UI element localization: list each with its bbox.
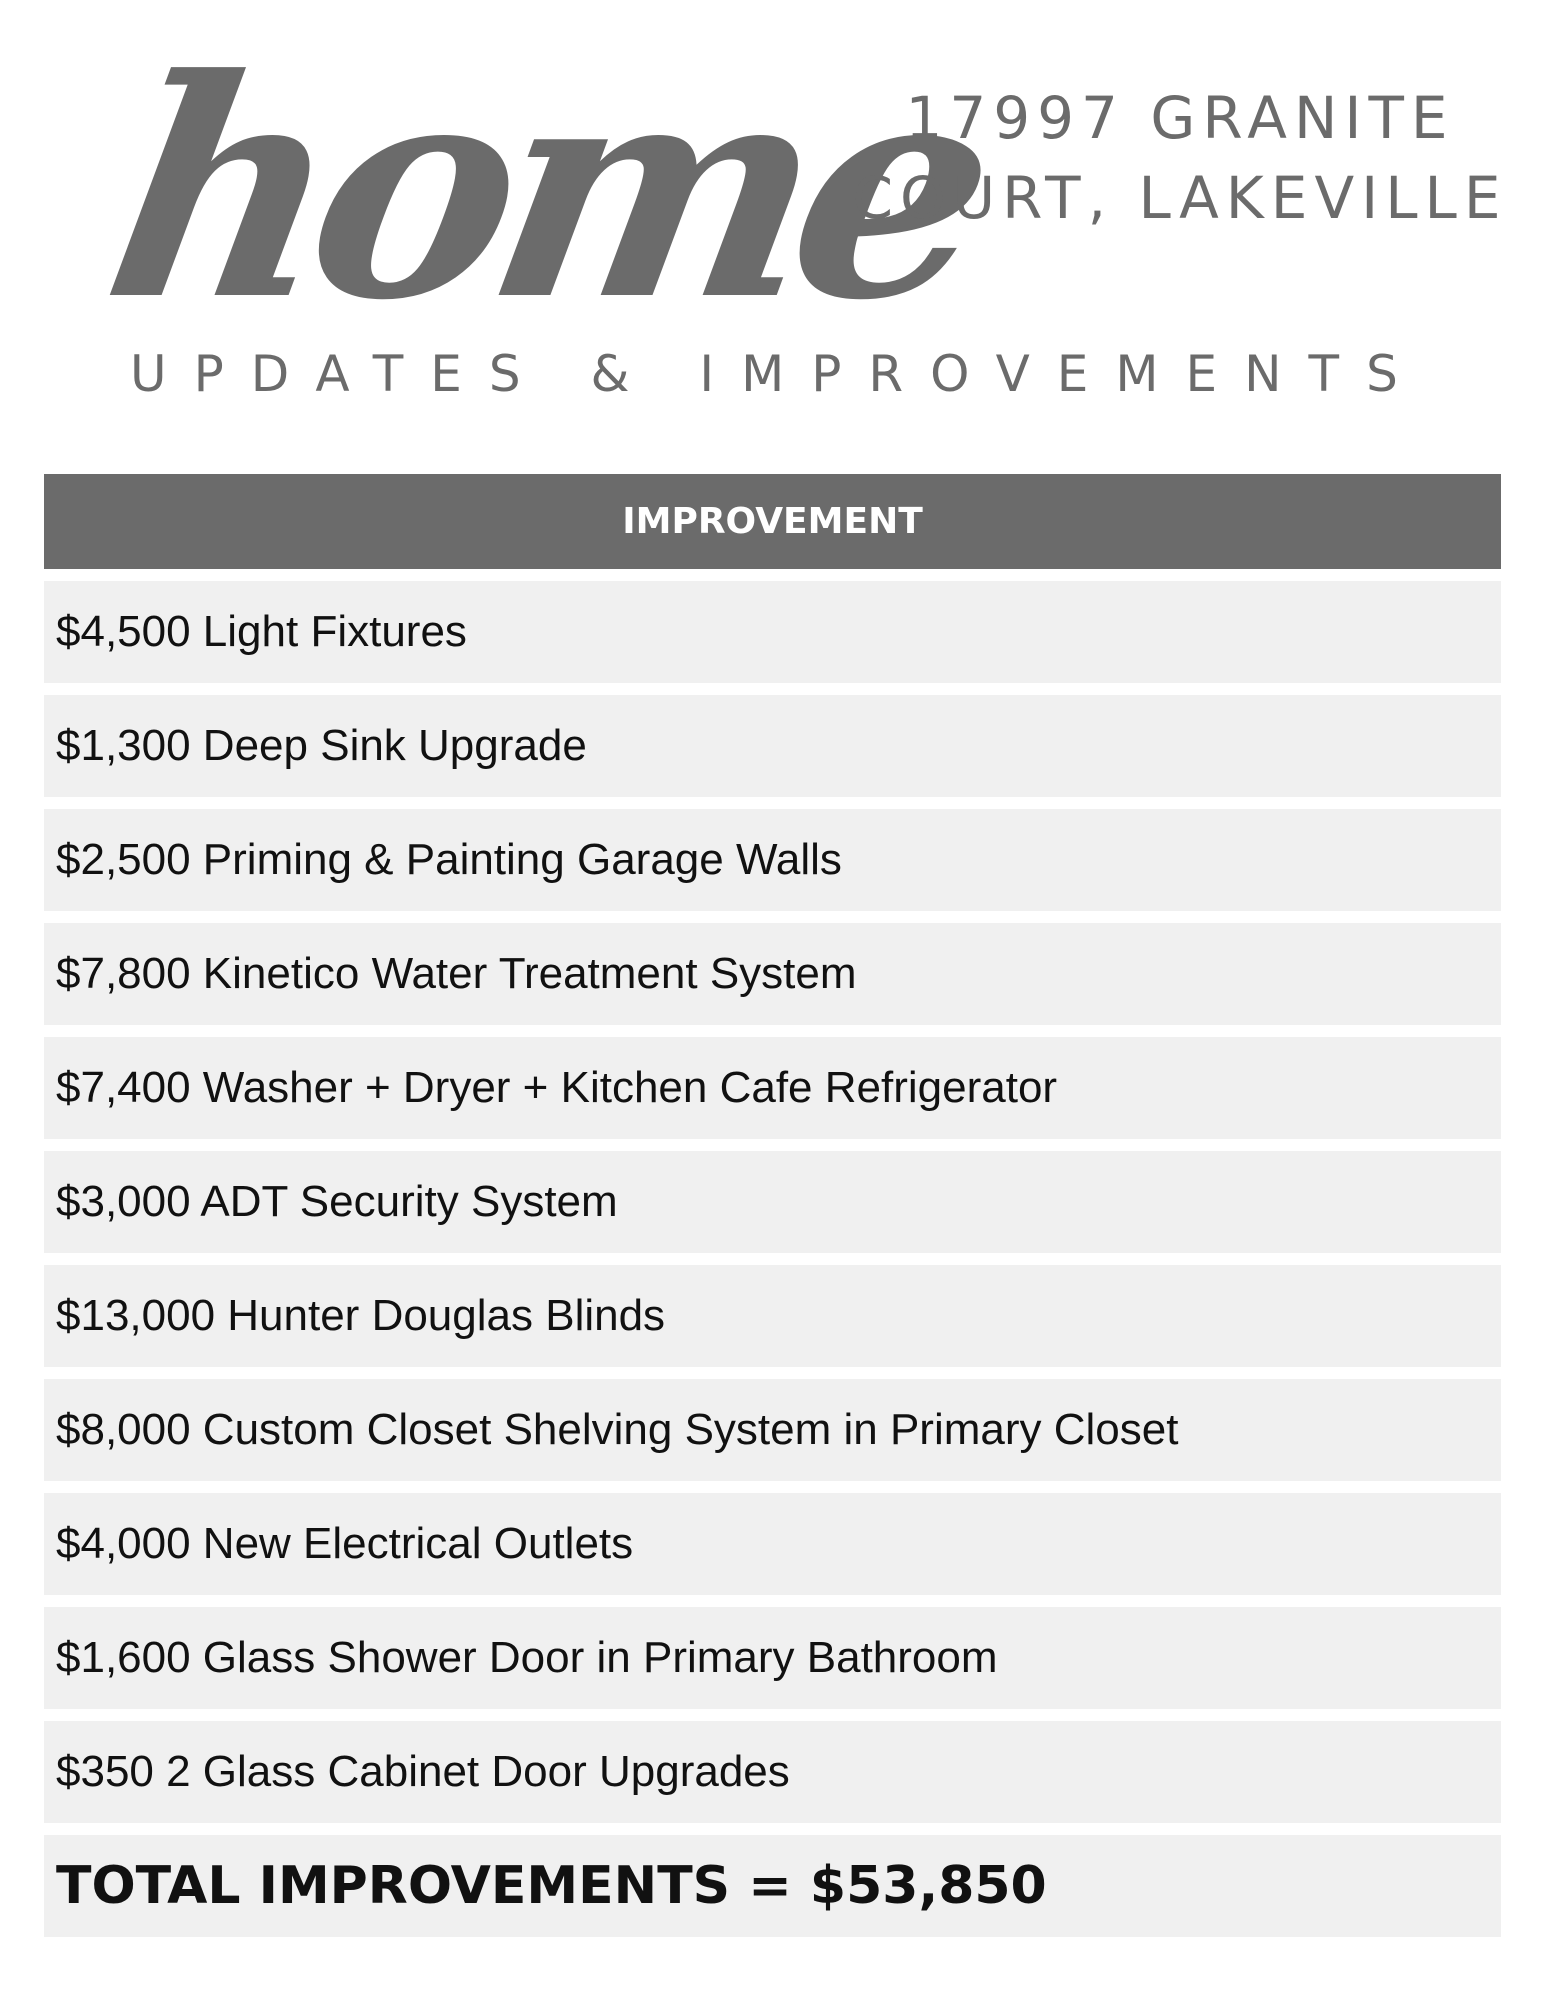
improvement-row: $7,400 Washer + Dryer + Kitchen Cafe Refrigerator <box>44 1037 1501 1139</box>
table-column-header: IMPROVEMENT <box>44 474 1501 569</box>
improvement-row: $1,300 Deep Sink Upgrade <box>44 695 1501 797</box>
improvement-row: $8,000 Custom Closet Shelving System in Primary Closet <box>44 1379 1501 1481</box>
improvement-row: $13,000 Hunter Douglas Blinds <box>44 1265 1501 1367</box>
improvement-row: $4,000 New Electrical Outlets <box>44 1493 1501 1595</box>
address-line-2: COURT, LAKEVILLE <box>852 164 1508 232</box>
property-address <box>850 78 1510 238</box>
total-improvements-row: TOTAL IMPROVEMENTS = $53,850 <box>44 1835 1501 1937</box>
improvement-row: $4,500 Light Fixtures <box>44 581 1501 683</box>
improvement-row: $7,800 Kinetico Water Treatment System <box>44 923 1501 1025</box>
improvement-row: $3,000 ADT Security System <box>44 1151 1501 1253</box>
improvement-row: $350 2 Glass Cabinet Door Upgrades <box>44 1721 1501 1823</box>
improvement-row: $2,500 Priming & Painting Garage Walls <box>44 809 1501 911</box>
page-subtitle: UPDATES & IMPROVEMENTS <box>130 345 1425 403</box>
improvement-row: $1,600 Glass Shower Door in Primary Bathroom <box>44 1607 1501 1709</box>
improvements-list <box>44 581 1501 1949</box>
home-logo: home <box>86 13 1004 366</box>
address-line-1: 17997 GRANITE <box>905 84 1455 152</box>
